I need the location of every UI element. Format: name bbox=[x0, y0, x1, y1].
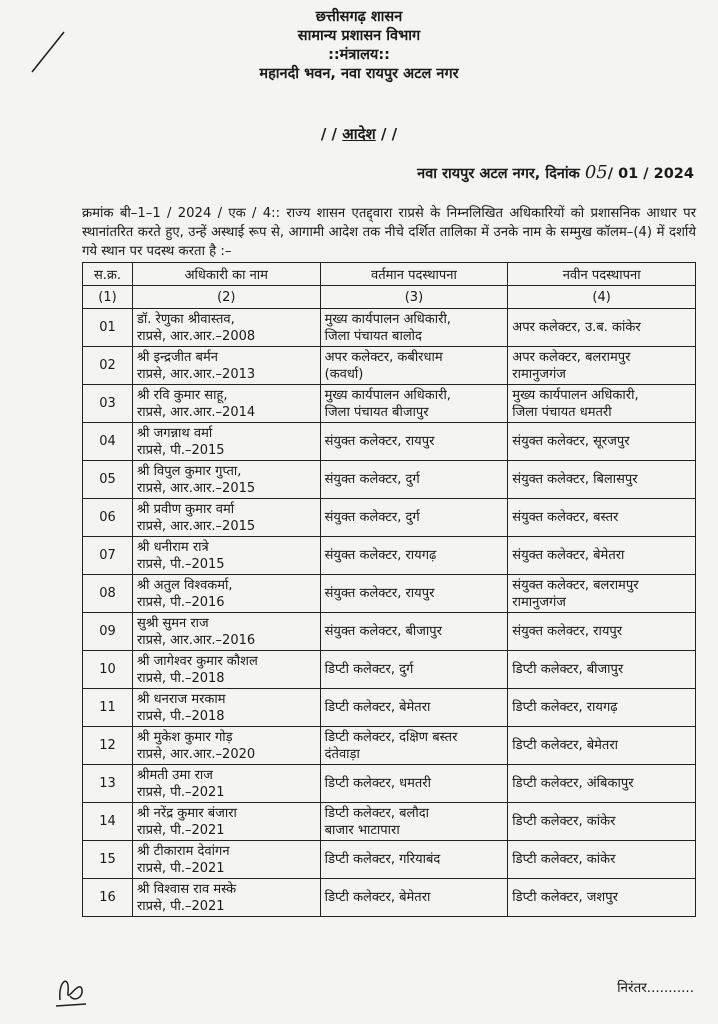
ministry-label: ::मंत्रालय:: bbox=[328, 47, 390, 63]
table-row bbox=[83, 613, 696, 651]
current-posting-line: डिप्टी कलेक्टर, दक्षिण बस्तर bbox=[324, 729, 458, 745]
new-posting-line: मुख्य कार्यपालन अधिकारी, bbox=[512, 387, 639, 403]
new-posting-line: संयुक्त कलेक्टर, बेमेतरा bbox=[512, 548, 625, 563]
serial-number-line: 04 bbox=[99, 434, 116, 449]
header-current-posting: वर्तमान पदस्थापना bbox=[320, 263, 508, 286]
continued-note: निरंतर........... bbox=[617, 980, 694, 996]
current-posting-line: डिप्टी कलेक्टर, दुर्ग bbox=[324, 662, 414, 677]
current-posting-line: संयुक्त कलेक्टर, दुर्ग bbox=[324, 472, 420, 487]
serial-number-line: 03 bbox=[99, 396, 116, 411]
new-posting bbox=[508, 879, 696, 917]
transfer-table bbox=[82, 262, 696, 917]
officer-name-line: श्री मुकेश कुमार गोड़ bbox=[136, 729, 233, 745]
table-row bbox=[83, 423, 696, 461]
officer-name-line: श्री धनराज मरकाम bbox=[136, 691, 226, 707]
officer-name-line: श्री प्रवीण कुमार वर्मा bbox=[136, 501, 235, 517]
current-posting bbox=[320, 385, 508, 423]
current-posting-line: डिप्टी कलेक्टर, बेमेतरा bbox=[324, 890, 431, 905]
table-row bbox=[83, 385, 696, 423]
current-posting bbox=[320, 651, 508, 689]
table-row bbox=[83, 651, 696, 689]
serial-number-line: 07 bbox=[99, 548, 116, 563]
serial-number bbox=[83, 651, 133, 689]
serial-number bbox=[83, 423, 133, 461]
officer-name bbox=[132, 613, 320, 651]
table-row bbox=[83, 879, 696, 917]
serial-number bbox=[83, 841, 133, 879]
new-posting bbox=[508, 613, 696, 651]
new-posting-line: रामानुजगंज bbox=[512, 594, 566, 610]
current-posting bbox=[320, 347, 508, 385]
serial-number bbox=[83, 385, 133, 423]
current-posting-line: दंतेवाड़ा bbox=[324, 746, 360, 762]
table-row bbox=[83, 499, 696, 537]
table-row bbox=[83, 575, 696, 613]
new-posting-line: संयुक्त कलेक्टर, सूरजपुर bbox=[512, 434, 630, 449]
officer-name-line: श्री जागेश्वर कुमार कौशल bbox=[136, 653, 258, 669]
new-posting bbox=[508, 309, 696, 347]
order-title: आदेश bbox=[342, 125, 376, 143]
serial-number bbox=[83, 347, 133, 385]
officer-name-line: राप्रसे, पी.–2021 bbox=[136, 860, 225, 876]
new-posting bbox=[508, 347, 696, 385]
officer-name bbox=[132, 347, 320, 385]
new-posting bbox=[508, 841, 696, 879]
date-month-year: / 01 / 2024 bbox=[607, 166, 694, 182]
serial-number-line: 14 bbox=[99, 814, 116, 829]
current-posting bbox=[320, 461, 508, 499]
officer-name-line: राप्रसे, आर.आर.–2013 bbox=[136, 366, 256, 382]
current-posting bbox=[320, 689, 508, 727]
current-posting bbox=[320, 879, 508, 917]
officer-name-line: राप्रसे, पी.–2015 bbox=[136, 556, 225, 572]
current-posting bbox=[320, 575, 508, 613]
officer-name bbox=[132, 727, 320, 765]
current-posting-line: जिला पंचायत बीजापुर bbox=[324, 404, 429, 420]
officer-name-line: श्री जगन्नाथ वर्मा bbox=[136, 425, 213, 441]
current-posting bbox=[320, 841, 508, 879]
officer-name bbox=[132, 423, 320, 461]
serial-number bbox=[83, 879, 133, 917]
new-posting-line: डिप्टी कलेक्टर, कांकेर bbox=[512, 852, 616, 867]
officer-name bbox=[132, 309, 320, 347]
current-posting-line: संयुक्त कलेक्टर, दुर्ग bbox=[324, 510, 420, 525]
table-row bbox=[83, 689, 696, 727]
serial-number-line: 08 bbox=[99, 586, 116, 601]
current-posting-line: डिप्टी कलेक्टर, धमतरी bbox=[324, 776, 431, 791]
header-new-posting: नवीन पदस्थापना bbox=[508, 263, 696, 286]
current-posting-line: डिप्टी कलेक्टर, गरियाबंद bbox=[324, 852, 441, 867]
column-number-row: (1) (2) (3) (4) bbox=[83, 286, 696, 309]
new-posting bbox=[508, 385, 696, 423]
current-posting bbox=[320, 803, 508, 841]
officer-name-line: राप्रसे, आर.आर.–2008 bbox=[136, 328, 256, 344]
new-posting bbox=[508, 689, 696, 727]
new-posting bbox=[508, 727, 696, 765]
officer-name bbox=[132, 537, 320, 575]
officer-name-line: राप्रसे, पी.–2021 bbox=[136, 898, 225, 914]
new-posting-line: डिप्टी कलेक्टर, अंबिकापुर bbox=[512, 776, 634, 791]
current-posting bbox=[320, 613, 508, 651]
table-row bbox=[83, 765, 696, 803]
new-posting-line: संयुक्त कलेक्टर, बलरामपुर bbox=[512, 577, 639, 593]
officer-name-line: श्री धनीराम रात्रे bbox=[136, 539, 209, 555]
officer-name-line: राप्रसे, पी.–2018 bbox=[136, 708, 225, 724]
officer-name-line: राप्रसे, आर.आर.–2015 bbox=[136, 480, 256, 496]
officer-name-line: राप्रसे, पी.–2016 bbox=[136, 594, 225, 610]
table-row bbox=[83, 803, 696, 841]
serial-number bbox=[83, 689, 133, 727]
header-officer-name: अधिकारी का नाम bbox=[132, 263, 320, 286]
new-posting bbox=[508, 461, 696, 499]
new-posting bbox=[508, 423, 696, 461]
order-intro-paragraph: क्रमांक बी–1–1 / 2024 / एक / 4:: राज्य शासन एतद्द्वारा राप्रसे के निम्नलिखित अधिकारियों को प्रशासनिक आधार पर स्थानांतरित करते हुए, उन्हें अस्थाई रूप से, आगामी आदेश तक नीचे दर्शित तालिका में उनके नाम के सम्मुख कॉलम–(4) में दर्शाये गये स्थान पर पदस्थ करता है :– bbox=[82, 206, 696, 259]
officer-name-line: डॉ. रेणुका श्रीवास्तव, bbox=[136, 311, 235, 327]
serial-number bbox=[83, 765, 133, 803]
new-posting-line: डिप्टी कलेक्टर, कांकेर bbox=[512, 814, 616, 829]
new-posting bbox=[508, 651, 696, 689]
new-posting bbox=[508, 765, 696, 803]
new-posting-line: रामानुजगंज bbox=[512, 366, 566, 382]
officer-name bbox=[132, 385, 320, 423]
current-posting-line: डिप्टी कलेक्टर, बलौदा bbox=[324, 805, 429, 821]
current-posting bbox=[320, 309, 508, 347]
table-row bbox=[83, 841, 696, 879]
officer-name-line: राप्रसे, पी.–2018 bbox=[136, 670, 225, 686]
table-header-row bbox=[83, 263, 696, 286]
office-address: महानदी भवन, नवा रायपुर अटल नगर bbox=[259, 66, 459, 82]
new-posting bbox=[508, 499, 696, 537]
serial-number bbox=[83, 461, 133, 499]
new-posting-line: डिप्टी कलेक्टर, जशपुर bbox=[512, 890, 618, 905]
officer-name-line: श्री टीकाराम देवांगन bbox=[136, 843, 230, 859]
current-posting-line: संयुक्त कलेक्टर, रायपुर bbox=[324, 434, 435, 449]
serial-number-line: 02 bbox=[99, 358, 116, 373]
officer-name-line: सुश्री सुमन राज bbox=[136, 615, 209, 631]
officer-name-line: राप्रसे, आर.आर.–2016 bbox=[136, 632, 256, 648]
order-date bbox=[417, 162, 694, 183]
table-row bbox=[83, 537, 696, 575]
serial-number-line: 15 bbox=[99, 852, 116, 867]
current-posting-line: मुख्य कार्यपालन अधिकारी, bbox=[324, 387, 451, 403]
serial-number-line: 06 bbox=[99, 510, 116, 525]
officer-name-line: राप्रसे, आर.आर.–2015 bbox=[136, 518, 256, 534]
new-posting-line: संयुक्त कलेक्टर, रायपुर bbox=[512, 624, 623, 639]
officer-name-line: राप्रसे, पी.–2021 bbox=[136, 822, 225, 838]
new-posting-line: डिप्टी कलेक्टर, रायगढ़ bbox=[512, 700, 618, 715]
new-posting-line: अपर कलेक्टर, बलरामपुर bbox=[512, 349, 631, 365]
officer-name-line: राप्रसे, आर.आर.–2020 bbox=[136, 746, 256, 762]
officer-name bbox=[132, 689, 320, 727]
officer-name-line: श्री रवि कुमार साहू, bbox=[136, 387, 228, 403]
date-place: नवा रायपुर अटल नगर, दिनांक bbox=[417, 166, 580, 182]
table-row bbox=[83, 727, 696, 765]
new-posting bbox=[508, 537, 696, 575]
new-posting-line: संयुक्त कलेक्टर, बिलासपुर bbox=[512, 472, 638, 487]
current-posting-line: (कवर्धा) bbox=[324, 366, 364, 382]
officer-name-line: श्री विश्वास राव मस्के bbox=[136, 881, 237, 897]
department-name: सामान्य प्रशासन विभाग bbox=[297, 28, 421, 44]
officer-name bbox=[132, 765, 320, 803]
new-posting-line: डिप्टी कलेक्टर, बेमेतरा bbox=[512, 738, 619, 753]
current-posting-line: जिला पंचायत बालोद bbox=[324, 328, 422, 344]
current-posting-line: डिप्टी कलेक्टर, बेमेतरा bbox=[324, 700, 431, 715]
table-row bbox=[83, 309, 696, 347]
new-posting-line: जिला पंचायत धमतरी bbox=[512, 404, 612, 420]
serial-number-line: 16 bbox=[99, 890, 116, 905]
current-posting bbox=[320, 499, 508, 537]
serial-number bbox=[83, 499, 133, 537]
government-name: छत्तीसगढ़ शासन bbox=[315, 9, 403, 25]
order-heading: / / आदेश / / bbox=[320, 125, 398, 143]
officer-name-line: राप्रसे, पी.–2015 bbox=[136, 442, 225, 458]
officer-name-line: श्रीमती उमा राज bbox=[136, 767, 213, 783]
serial-number bbox=[83, 727, 133, 765]
officer-name-line: श्री विपुल कुमार गुप्ता, bbox=[136, 463, 242, 479]
serial-number bbox=[83, 575, 133, 613]
officer-name-line: राप्रसे, आर.आर.–2014 bbox=[136, 404, 256, 420]
serial-number-line: 13 bbox=[99, 776, 116, 791]
serial-number-line: 11 bbox=[99, 700, 116, 715]
serial-number-line: 09 bbox=[99, 624, 116, 639]
serial-number bbox=[83, 537, 133, 575]
officer-name-line: श्री इन्द्रजीत बर्मन bbox=[136, 349, 218, 365]
serial-number-line: 05 bbox=[99, 472, 116, 487]
officer-name bbox=[132, 841, 320, 879]
new-posting-line: संयुक्त कलेक्टर, बस्तर bbox=[512, 510, 619, 525]
current-posting-line: संयुक्त कलेक्टर, रायपुर bbox=[324, 586, 435, 601]
officer-name-line: श्री नरेंद्र कुमार बंजारा bbox=[136, 805, 237, 821]
table-row bbox=[83, 347, 696, 385]
signature-initials bbox=[52, 970, 92, 1010]
officer-name bbox=[132, 879, 320, 917]
officer-name bbox=[132, 575, 320, 613]
current-posting bbox=[320, 765, 508, 803]
letterhead bbox=[0, 8, 718, 84]
date-day-handwritten: 05 bbox=[584, 162, 608, 183]
header-serial: स.क्र. bbox=[83, 263, 133, 286]
current-posting bbox=[320, 423, 508, 461]
current-posting-line: मुख्य कार्यपालन अधिकारी, bbox=[324, 311, 451, 327]
current-posting-line: अपर कलेक्टर, कबीरधाम bbox=[324, 349, 443, 365]
serial-number bbox=[83, 803, 133, 841]
current-posting-line: बाजार भाटापारा bbox=[324, 822, 400, 838]
current-posting bbox=[320, 727, 508, 765]
serial-number-line: 12 bbox=[99, 738, 116, 753]
current-posting bbox=[320, 537, 508, 575]
officer-name bbox=[132, 499, 320, 537]
new-posting bbox=[508, 575, 696, 613]
new-posting bbox=[508, 803, 696, 841]
new-posting-line: डिप्टी कलेक्टर, बीजापुर bbox=[512, 662, 624, 677]
officer-name bbox=[132, 803, 320, 841]
current-posting-line: संयुक्त कलेक्टर, बीजापुर bbox=[324, 624, 442, 639]
officer-name bbox=[132, 651, 320, 689]
officer-name bbox=[132, 461, 320, 499]
new-posting-line: अपर कलेक्टर, उ.ब. कांकेर bbox=[512, 320, 641, 335]
officer-name-line: श्री अतुल विश्वकर्मा, bbox=[136, 577, 233, 593]
serial-number bbox=[83, 613, 133, 651]
serial-number-line: 10 bbox=[99, 662, 116, 677]
serial-number-line: 01 bbox=[99, 320, 116, 335]
current-posting-line: संयुक्त कलेक्टर, रायगढ़ bbox=[324, 548, 437, 563]
officer-name-line: राप्रसे, पी.–2021 bbox=[136, 784, 225, 800]
table-row bbox=[83, 461, 696, 499]
serial-number bbox=[83, 309, 133, 347]
